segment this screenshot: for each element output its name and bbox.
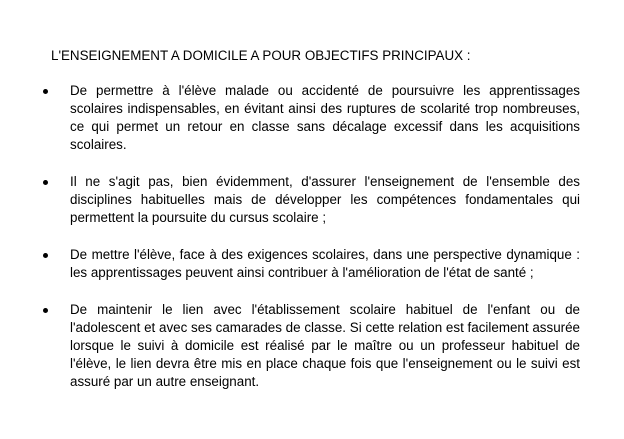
bullet-icon (43, 308, 48, 313)
list-item-objective-1 (30, 82, 580, 154)
bullet-icon (43, 253, 48, 258)
objective-text: Il ne s'agit pas, bien évidemment, d'assurer l'enseignement de l'ensemble des disciplines habituelles mais de développer les compétences fondamentales qui permettent la poursuite du cursus scolaire ; (70, 174, 580, 225)
list-item-objective-3 (30, 246, 580, 282)
list-item-objective-4 (30, 301, 580, 391)
list-item-objective-2 (30, 173, 580, 227)
bullet-icon (43, 89, 48, 94)
bullet-icon (43, 180, 48, 185)
objectives-list (30, 82, 580, 410)
objective-text: De mettre l'élève, face à des exigences scolaires, dans une perspective dynamique : les apprentissages peuvent ainsi contribuer à l'amélioration de l'état de santé ; (70, 247, 580, 280)
document-heading: L'ENSEIGNEMENT A DOMICILE A POUR OBJECTIFS PRINCIPAUX : (51, 48, 471, 63)
objective-text: De permettre à l'élève malade ou accidenté de poursuivre les apprentissages scolaires indispensables, en évitant ainsi des ruptures de scolarité trop nombreuses, ce qui permet un retour en classe sans décalage excessif dans les acquisitions scolaires. (70, 83, 580, 152)
objective-text: De maintenir le lien avec l'établissement scolaire habituel de l'enfant ou de l'adolescent et avec ses camarades de classe. Si cette relation est facilement assurée lorsque le suivi à domicile est réalisé par le maître ou un professeur habituel de l'élève, le lien devra être mis en place chaque fois que l'enseignement ou le suivi est assuré par un autre enseignant. (70, 302, 580, 389)
